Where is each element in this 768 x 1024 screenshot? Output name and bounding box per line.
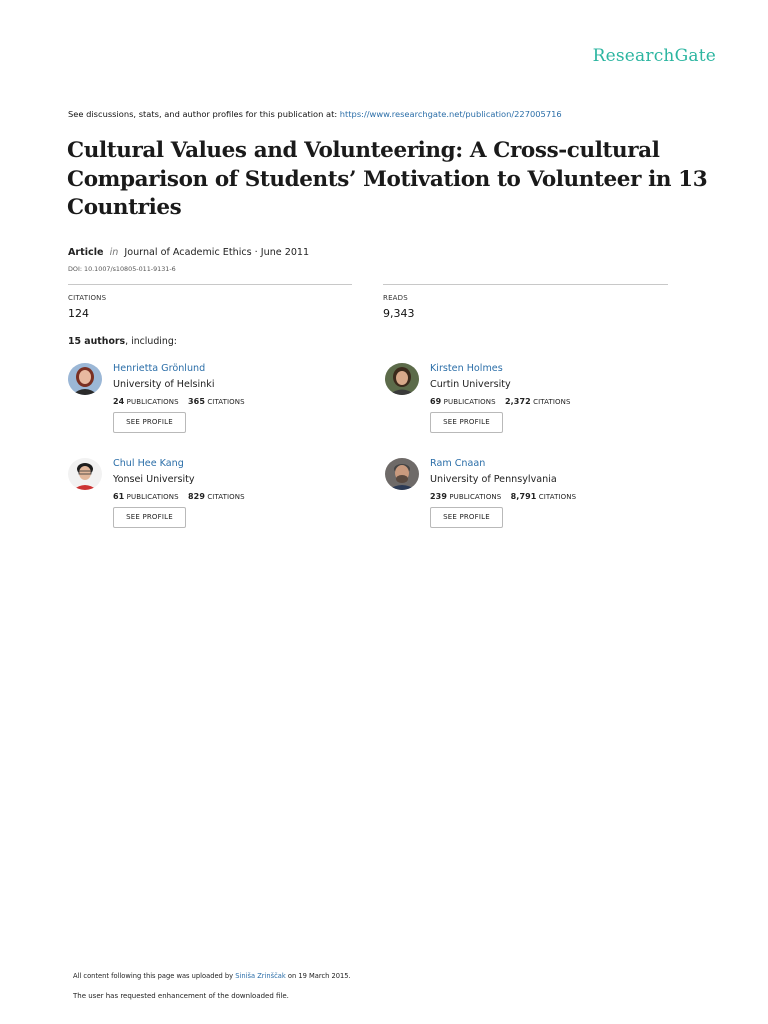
publications-count: 239 [430,492,447,501]
citations-count: 365 [187,397,205,406]
citations-label: CITATIONS [533,398,571,406]
author-stats [430,492,576,501]
citations-label: CITATIONS [68,294,107,302]
in-word: in [109,247,119,258]
discussions-line [68,109,562,119]
author-avatar[interactable] [385,363,419,395]
divider-citations [68,284,352,285]
citations-label: CITATIONS [538,493,577,501]
author-avatar[interactable] [68,363,102,395]
author-affiliation: Curtin University [430,379,511,390]
researchgate-logo[interactable]: ResearchGate [592,46,716,66]
author-card [68,363,358,443]
avatar-photo-icon [385,458,419,490]
see-profile-button[interactable]: SEE PROFILE [430,412,503,433]
author-card [385,363,675,443]
see-profile-button[interactable]: SEE PROFILE [430,507,503,528]
upload-suffix: on 19 March 2015. [287,972,351,980]
author-affiliation: University of Pennsylvania [430,474,557,485]
reads-label: READS [383,294,408,302]
author-card [385,458,675,538]
enhancement-note: The user has requested enhancement of the downloaded file. [73,992,289,1000]
author-affiliation: Yonsei University [113,474,195,485]
author-name[interactable]: Chul Hee Kang [113,458,184,469]
see-profile-button[interactable]: SEE PROFILE [113,412,186,433]
author-avatar[interactable] [385,458,419,490]
author-stats [113,397,245,406]
citations-value: 124 [68,307,89,320]
avatar-photo-icon [68,363,102,395]
doi: DOI: 10.1007/s10805-011-9131-6 [68,265,176,273]
author-avatar[interactable] [68,458,102,490]
journal-and-date: Journal of Academic Ethics · June 2011 [124,247,310,258]
authors-count-number: 15 authors [68,336,126,347]
publication-link[interactable]: https://www.researchgate.net/publication/227005716 [339,109,562,119]
publications-label: PUBLICATIONS [126,493,179,501]
authors-count-suffix: , including: [125,336,177,347]
authors-count [68,336,177,347]
upload-notice [73,972,351,980]
author-card [68,458,358,538]
uploader-link[interactable]: Siniša Zrinščak [235,972,286,980]
publications-label: PUBLICATIONS [443,398,496,406]
publication-type: Article [68,247,104,258]
upload-prefix: All content following this page was uploaded by [73,972,234,980]
author-stats [430,397,571,406]
citations-label: CITATIONS [207,398,245,406]
author-name[interactable]: Ram Cnaan [430,458,486,469]
see-profile-button[interactable]: SEE PROFILE [113,507,186,528]
author-name[interactable]: Henrietta Grönlund [113,363,206,374]
publications-label: PUBLICATIONS [449,493,502,501]
avatar-photo-icon [68,458,102,490]
publication-meta [68,247,309,258]
publication-title: Cultural Values and Volunteering: A Cross-cultural Comparison of Students’ Motivation to Volunteer in 13 Countries [67,138,708,220]
citations-count: 8,791 [510,492,537,501]
publications-count: 61 [113,492,125,501]
author-stats [113,492,245,501]
citations-label: CITATIONS [207,493,245,501]
citations-count: 829 [187,492,205,501]
discussions-text: See discussions, stats, and author profiles for this publication at: [68,109,338,119]
author-name[interactable]: Kirsten Holmes [430,363,503,374]
reads-value: 9,343 [383,307,415,320]
publications-count: 69 [430,397,442,406]
publications-count: 24 [113,397,125,406]
avatar-photo-icon [385,363,419,395]
divider-reads [383,284,668,285]
citations-count: 2,372 [504,397,531,406]
author-affiliation: University of Helsinki [113,379,215,390]
publications-label: PUBLICATIONS [126,398,179,406]
